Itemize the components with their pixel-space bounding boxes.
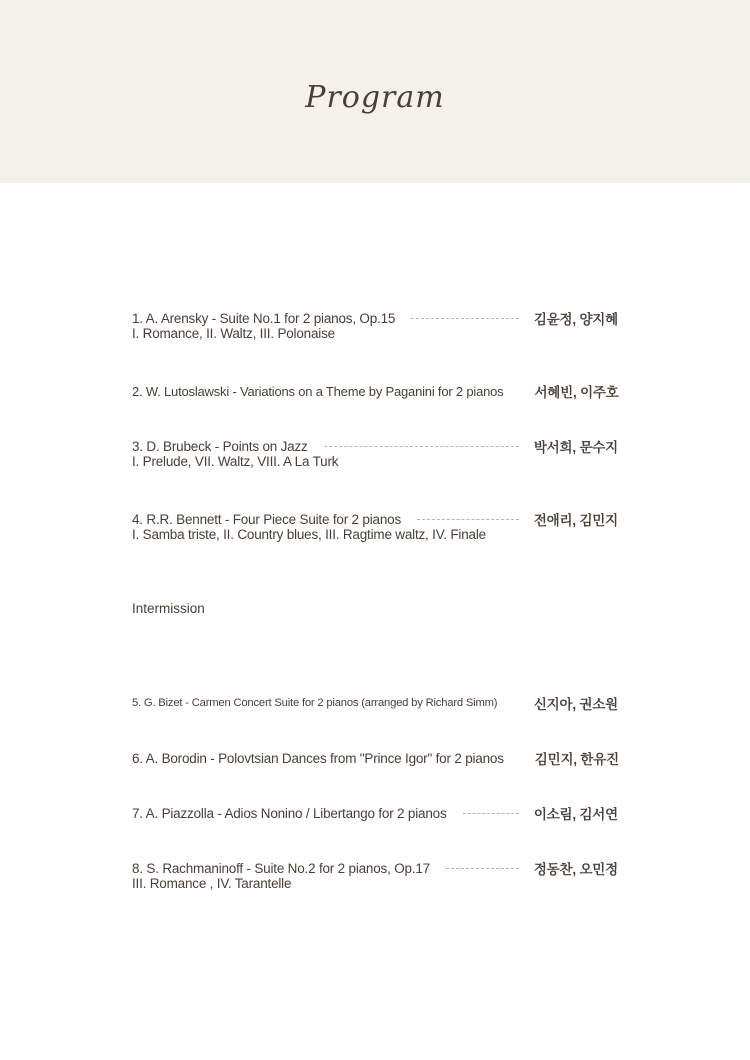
piece-title: 3. D. Brubeck - Points on Jazz: [132, 438, 308, 454]
performers: 김윤정, 양지혜: [533, 312, 618, 327]
piece-movements: I. Samba triste, II. Country blues, III. Ragtime waltz, IV. Finale: [132, 527, 486, 542]
program-item: [132, 748, 618, 768]
performers: 서혜빈, 이주호: [534, 385, 619, 400]
piece-title: 5. G. Bizet - Carmen Concert Suite for 2 pianos (arranged by Richard Simm): [132, 697, 498, 709]
program-item: [132, 509, 618, 542]
piece-title: 8. S. Rachmaninoff - Suite No.2 for 2 pianos, Op.17: [132, 860, 430, 876]
performers: 신지아, 권소원: [533, 697, 618, 712]
piece-title: 1. A. Arensky - Suite No.1 for 2 pianos, Op.15: [132, 310, 396, 326]
program-item: [132, 381, 618, 401]
program-item-row: [132, 803, 618, 823]
performers: 정동찬, 오민정: [533, 862, 618, 877]
program-item: [132, 308, 618, 341]
piece-movements: I. Romance, II. Waltz, III. Polonaise: [132, 326, 335, 341]
program-item-row: [132, 308, 618, 328]
dotted-leader: [446, 868, 519, 869]
intermission-label: Intermission: [132, 601, 205, 616]
program-item: [132, 858, 618, 891]
program-item-row: [132, 509, 618, 529]
piece-movements: III. Romance , IV. Tarantelle: [132, 876, 292, 891]
dotted-leader: [417, 519, 519, 520]
piece-title: 6. A. Borodin - Polovtsian Dances from "Prince Igor" for 2 pianos: [132, 750, 504, 766]
dotted-leader: [324, 446, 519, 447]
program-header: [0, 0, 750, 183]
program-item-row: [132, 748, 618, 768]
program-item-row: [132, 381, 618, 401]
performers: 전애리, 김민지: [533, 513, 618, 528]
piece-title: 7. A. Piazzolla - Adios Nonino / Libertango for 2 pianos: [132, 805, 447, 821]
dotted-leader: [463, 813, 519, 814]
piece-movements: I. Prelude, VII. Waltz, VIII. A La Turk: [132, 454, 339, 469]
program-item-row: [132, 436, 618, 456]
piece-title: 4. R.R. Bennett - Four Piece Suite for 2 pianos: [132, 511, 401, 527]
performers: 박서희, 문수지: [533, 440, 618, 455]
program-item-row: [132, 693, 618, 713]
program-item-row: [132, 858, 618, 878]
piece-title: 2. W. Lutoslawski - Variations on a Theme by Paganini for 2 pianos: [132, 383, 504, 399]
dotted-leader: [411, 318, 519, 319]
program-item: [132, 436, 618, 469]
page-title: Program: [305, 80, 445, 115]
performers: 이소림, 김서연: [533, 807, 618, 822]
program-item: [132, 803, 618, 823]
program-item: [132, 693, 618, 713]
performers: 김민지, 한유진: [534, 752, 619, 767]
